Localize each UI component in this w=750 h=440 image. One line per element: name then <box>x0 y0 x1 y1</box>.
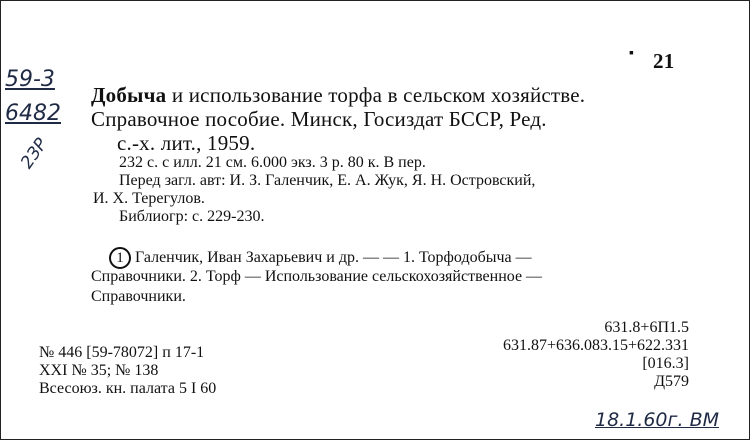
details-line-1: 232 с. с илл. 21 см. 6.000 экз. 3 р. 80 к. В пер. <box>119 154 426 171</box>
record-line-1: № 446 [59-78072] п 17-1 <box>39 344 205 361</box>
details-line-2: Перед загл. авт: И. З. Галенчик, Е. А. Жук, Я. Н. Островский, <box>119 172 536 189</box>
title-lead-word: Добыча <box>91 83 167 107</box>
handwritten-date-note: 18.1.60г. BM <box>595 409 720 431</box>
handwritten-shelf-mark-top: 59-3 <box>5 67 55 92</box>
title-line-1-rest: и использование торфа в сельском хозяйстве. <box>171 83 586 107</box>
classification-line-3: [016.3] <box>642 355 689 372</box>
tracing-line-1 <box>109 247 532 269</box>
record-line-3: Всесоюз. кн. палата 5 I 60 <box>39 380 217 397</box>
tracing-line-2: Справочники. 2. Торф — Использование сельскохозяйственное — <box>91 268 543 285</box>
tracing-marker-circle: 1 <box>109 247 131 269</box>
punch-mark: ▪ <box>629 46 634 61</box>
record-line-2: XXI № 35; № 138 <box>39 362 159 379</box>
title-line-3: с.-х. лит., 1959. <box>117 131 256 155</box>
title-line-1 <box>91 83 585 108</box>
handwritten-shelf-mark-bottom: 6482 <box>5 101 61 126</box>
bibliography-note: Библиогр: с. 229-230. <box>119 208 265 225</box>
classification-line-1: 631.8+6П1.5 <box>604 319 689 336</box>
handwritten-margin-note: 2ЗP <box>17 134 52 173</box>
classification-line-2: 631.87+636.083.15+622.331 <box>502 337 689 354</box>
card-number: 21 <box>653 49 675 73</box>
tracing-line-1-text: Галенчик, Иван Захарьевич и др. — — 1. Торфодобыча — <box>135 249 532 266</box>
tracing-line-3: Справочники. <box>91 288 186 305</box>
title-line-2: Справочное пособие. Минск, Госиздат БССР, Ред. <box>91 107 547 131</box>
classification-line-4: Д579 <box>654 373 689 390</box>
details-line-3: И. Х. Терегулов. <box>93 190 205 207</box>
